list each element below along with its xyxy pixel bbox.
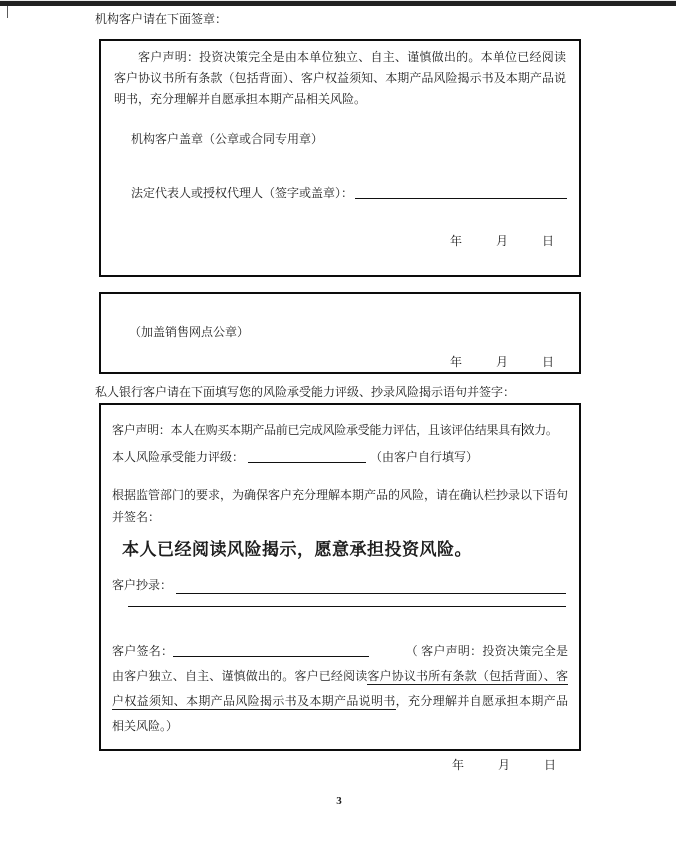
risk-rating-row: [112, 446, 568, 468]
private-declaration-tail: 效力。: [522, 423, 558, 437]
transcribe-instruction: 根据监管部门的要求，为确保客户充分理解本期产品的风险，请在确认栏抄录以下语句并签名：: [112, 488, 569, 524]
day-label: 日: [541, 234, 554, 248]
customer-signature-line[interactable]: [173, 643, 369, 657]
page-number: 3: [336, 795, 342, 807]
institution-date-line: [114, 231, 566, 252]
signature-note-post: ，充分理解并自愿承担本期产品相关风险。）: [112, 694, 568, 733]
representative-signature-line[interactable]: [355, 185, 567, 199]
institution-sign-prompt: 机构客户请在下面签章：: [95, 12, 228, 26]
page-edge-tick: [7, 6, 8, 18]
signature-note-pre: （ 客户声明：投资决策完全是由客户独立、自主、谨慎做出的。客户已经阅读: [112, 644, 568, 683]
institution-declaration: 客户声明：投资决策完全是由本单位独立、自主、谨慎做出的。本单位已经阅读客户协议书所有条款（包括背面）、客户权益须知、本期产品风险揭示书及本期产品说明书，充分理解并自愿承担本期产品相关风险。: [114, 50, 566, 106]
institution-signature-box: [99, 39, 581, 277]
year-label: 年: [449, 355, 462, 369]
private-customer-box: [99, 403, 581, 772]
private-declaration-lead: 客户声明：本人在购买本期产品前已完成风险承受能力评估，且该评估结果具有: [112, 423, 522, 437]
signature-label: 客户签名：: [112, 644, 174, 658]
page-content: [95, 10, 583, 807]
month-label: 月: [495, 234, 508, 248]
representative-signature-row: [131, 183, 566, 204]
private-declaration: [112, 419, 568, 441]
transcription-row: [112, 576, 568, 594]
month-label: 月: [495, 355, 508, 369]
year-label: 年: [449, 234, 462, 248]
risk-rating-line[interactable]: [248, 449, 366, 463]
page-top-border: [0, 0, 676, 6]
private-date-line: [112, 755, 568, 776]
transcription-label: 客户抄录：: [112, 578, 173, 592]
month-label: 月: [497, 758, 510, 772]
risk-statement: 本人已经阅读风险揭示，愿意承担投资风险。: [122, 540, 472, 559]
outlet-date-line: [129, 352, 566, 373]
institution-seal-label: 机构客户盖章（公章或合同专用章）: [131, 132, 324, 146]
signature-note-underlined: 客户协议书所有条款（包括背面）、客户权益须知、本期产品风险揭示书及本期产品说明书: [112, 669, 568, 708]
day-label: 日: [543, 758, 556, 772]
year-label: 年: [451, 758, 464, 772]
customer-signature-paragraph: [112, 639, 568, 739]
risk-rating-note: （由客户自行填写）: [370, 450, 479, 464]
representative-label: 法定代表人或授权代理人（签字或盖章）：: [131, 186, 354, 200]
transcription-line-2[interactable]: [128, 606, 566, 607]
risk-rating-label: 本人风险承受能力评级：: [112, 450, 245, 464]
outlet-seal-box: [99, 292, 581, 374]
transcription-line-1[interactable]: [176, 580, 566, 594]
outlet-seal-label: （加盖销售网点公章）: [129, 325, 250, 339]
day-label: 日: [541, 355, 554, 369]
private-bank-prompt: 私人银行客户请在下面填写您的风险承受能力评级、抄录风险揭示语句并签字：: [95, 385, 516, 399]
